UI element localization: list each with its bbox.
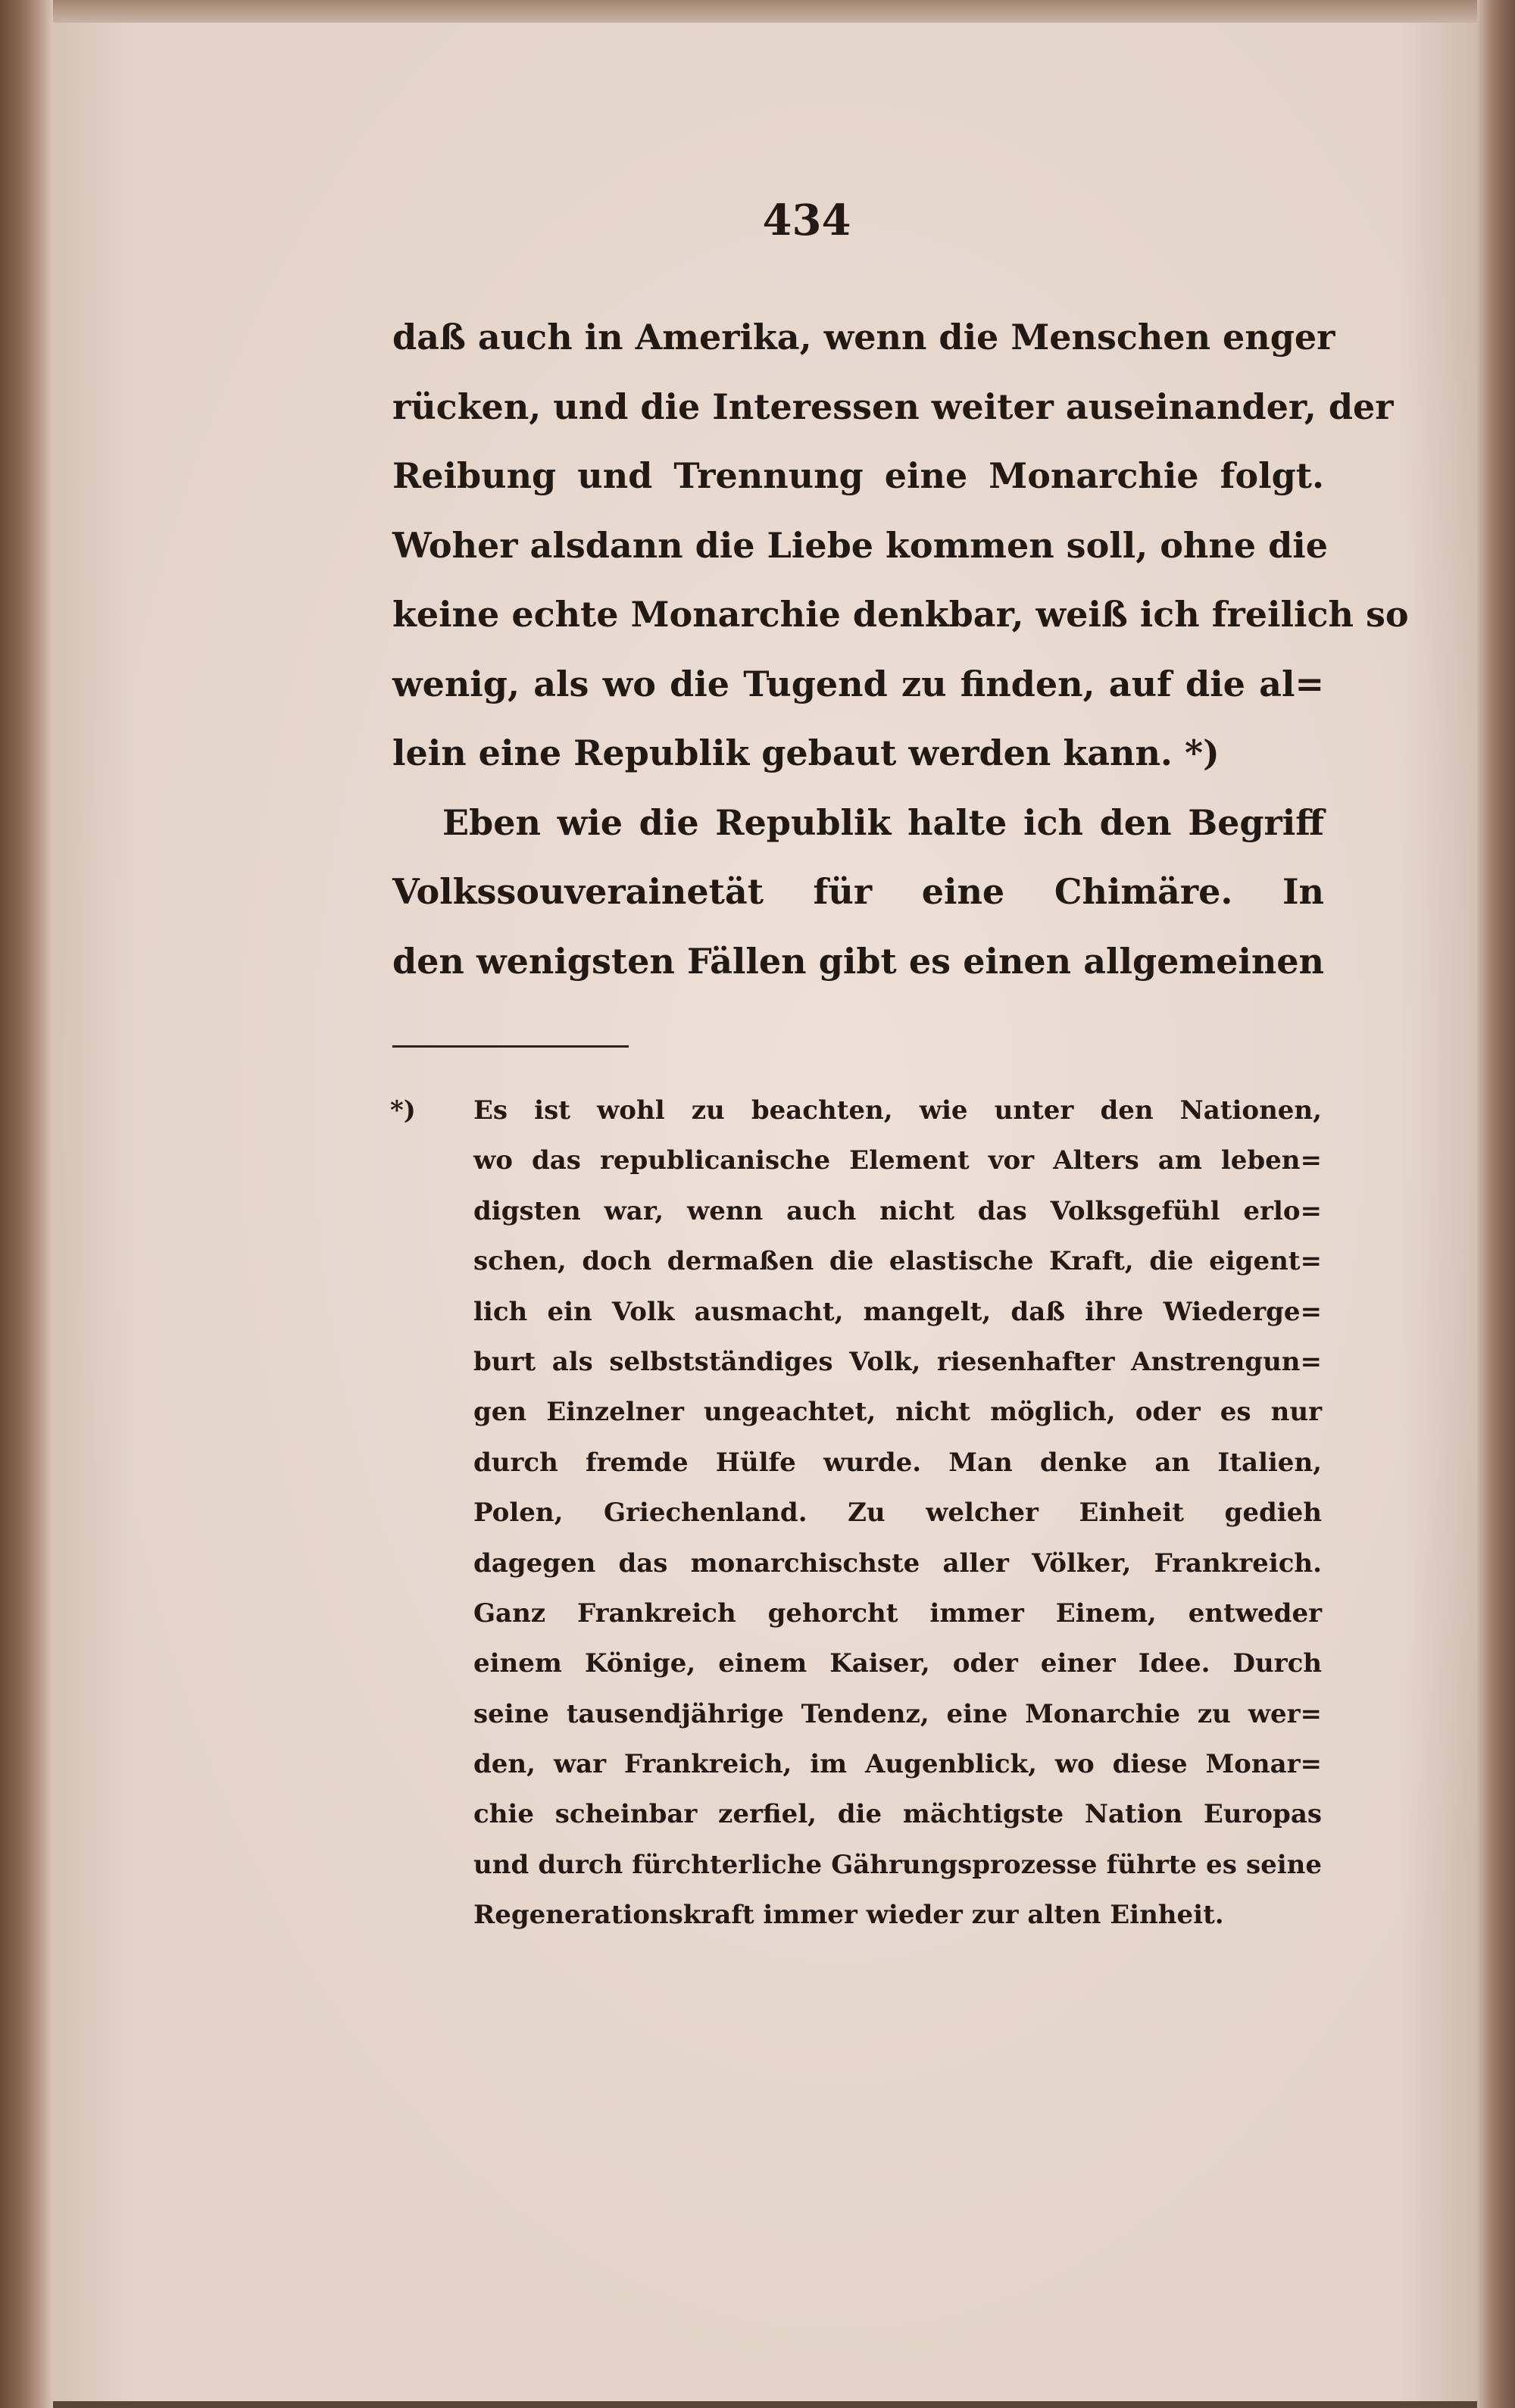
- footnote-line: wo das republicanische Element vor Alters am leben=: [473, 1145, 1322, 1176]
- body-line: daß auch in Amerika, wenn die Menschen enger: [392, 317, 1335, 358]
- footnote-line: Polen, Griechenland. Zu welcher Einheit gedieh: [473, 1498, 1322, 1529]
- footnote-line: und durch fürchterliche Gährungsprozesse führte es seine: [473, 1849, 1322, 1880]
- body-line: wenig, als wo die Tugend zu finden, auf die al=: [392, 663, 1324, 704]
- footnote-line: chie scheinbar zerfiel, die mächtigste Nation Europas: [473, 1799, 1322, 1830]
- body-line: Volkssouverainetät für eine Chimäre. In: [392, 871, 1324, 912]
- footnote-line: gen Einzelner ungeachtet, nicht möglich, oder es nur: [473, 1397, 1322, 1428]
- footnote-line: seine tausendjährige Tendenz, eine Monarchie zu wer=: [473, 1698, 1322, 1729]
- body-line: Woher alsdann die Liebe kommen soll, ohne die: [392, 524, 1328, 566]
- body-line: keine echte Monarchie denkbar, weiß ich freilich so: [392, 594, 1409, 635]
- footnote-marker: *): [390, 1095, 416, 1126]
- body-line: Reibung und Trennung eine Monarchie folgt.: [392, 455, 1324, 496]
- footnote-line: den, war Frankreich, im Augenblick, wo diese Monar=: [473, 1749, 1322, 1780]
- right-page-edge: [1477, 0, 1515, 2408]
- footnote-line: durch fremde Hülfe wurde. Man denke an Italien,: [473, 1447, 1322, 1478]
- footnote-line: lich ein Volk ausmacht, mangelt, daß ihre Wiederge=: [473, 1296, 1322, 1327]
- page-number: 434: [762, 195, 851, 245]
- body-line: lein eine Republik gebaut werden kann. *): [392, 732, 1220, 773]
- footnote-line: schen, doch dermaßen die elastische Kraft, die eigent=: [473, 1246, 1322, 1277]
- body-text: [392, 303, 1409, 996]
- footnote-line: digsten war, wenn auch nicht das Volksgefühl erlo=: [473, 1195, 1322, 1226]
- body-line: rücken, und die Interessen weiter auseinander, der: [392, 386, 1394, 427]
- footnote-line: dagegen das monarchischste aller Völker, Frankreich.: [473, 1548, 1322, 1579]
- footnote-line: burt als selbstständiges Volk, riesenhafter Anstrengun=: [473, 1346, 1322, 1377]
- footnote: [390, 1085, 1322, 1941]
- footnote-separator: [392, 1045, 629, 1048]
- body-line: den wenigsten Fällen gibt es einen allgemeinen: [392, 940, 1324, 982]
- footnote-line: Es ist wohl zu beachten, wie unter den Nationen,: [473, 1095, 1322, 1126]
- footnote-line: Regenerationskraft immer wieder zur alten Einheit.: [473, 1900, 1224, 1931]
- binding-edge: [0, 0, 53, 2408]
- footnote-line: Ganz Frankreich gehorcht immer Einem, entweder: [473, 1598, 1322, 1629]
- footnote-line: einem Könige, einem Kaiser, oder einer Idee. Durch: [473, 1648, 1322, 1679]
- body-line: Eben wie die Republik halte ich den Begriff: [442, 801, 1324, 843]
